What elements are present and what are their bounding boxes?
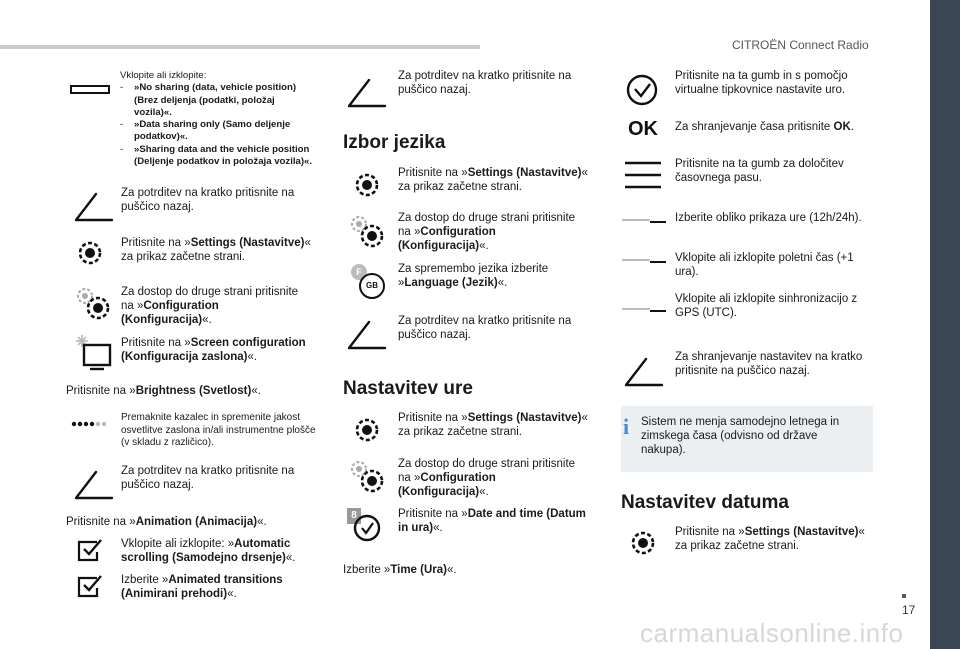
settings-gear-icon[interactable] (75, 238, 105, 268)
confirm-check-icon[interactable] (625, 73, 661, 107)
format-text: Izberite obliko prikaza ure (12h/24h). (675, 212, 862, 224)
back-text-col2-1: Za potrditev na kratko pritisnite na puščico nazaj. (398, 70, 572, 96)
back-arrow-icon[interactable] (345, 318, 387, 352)
back-arrow-icon[interactable] (72, 190, 114, 224)
back-text-1: Za potrditev na kratko pritisnite na puščico nazaj. (121, 187, 295, 213)
back-arrow-icon[interactable] (622, 355, 664, 389)
back-text-col2-2: Za potrditev na kratko pritisnite na puščico nazaj. (398, 315, 572, 341)
toggle-switch-icon[interactable] (622, 306, 666, 316)
header-brand: CITROËN Connect Radio (732, 38, 869, 52)
brightness-text: Pritisnite na »Brightness (Svetlost)«. (66, 385, 261, 397)
toggle-option-3: »Sharing data and the vehicle position (Deljenje podatkov in položaja vozila)«. (134, 143, 313, 168)
summer-time-text: Vklopite ali izklopite poletni čas (+1 ura). (675, 252, 854, 278)
screen-config-icon[interactable] (70, 333, 114, 373)
gps-sync-text: Vklopite ali izklopite sinhronizacijo z GPS (UTC). (675, 293, 858, 319)
settings-gear-icon[interactable] (352, 415, 382, 445)
settings-gear-icon[interactable] (352, 170, 382, 200)
back-arrow-icon[interactable] (345, 76, 387, 110)
toggle-switch-icon[interactable] (622, 217, 666, 227)
info-text: Sistem ne menja samodejno letnega in zimskega časa (odvisno od države nakupa). (641, 416, 840, 456)
header-rule (0, 45, 480, 49)
checkbox-icon[interactable] (77, 574, 103, 598)
autoscroll-text: Vklopite ali izklopite: »Automatic scrolling (Samodejno drsenje)«. (121, 538, 296, 564)
slider-text: Premaknite kazalec in spremenite jakost osvetlitve zaslona in/ali instrumentne plošče (v skladu z različico). (121, 412, 316, 448)
configuration-icon[interactable] (346, 457, 386, 495)
bullet: - (120, 143, 124, 155)
keyboard-text: Pritisnite na ta gumb in s pomočjo virtualne tipkovnice nastavite uro. (675, 70, 848, 96)
ok-icon[interactable]: OK (628, 118, 658, 140)
language-gb-badge: GB (359, 273, 385, 299)
settings-gear-icon[interactable] (628, 528, 658, 558)
configuration-icon[interactable] (346, 212, 386, 250)
end-mark (902, 594, 906, 598)
screen-config-text: Pritisnite na »Screen configuration (Konfiguracija zaslona)«. (121, 337, 306, 363)
side-tab (930, 0, 960, 649)
settings-text-col2: Pritisnite na »Settings (Nastavitve)« za prikaz začetne strani. (398, 167, 588, 193)
config-text-col2-2: Za dostop do druge strani pritisnite na »Configuration (Konfiguracija)«. (398, 458, 576, 498)
list-menu-icon[interactable] (623, 159, 663, 191)
animation-text: Pritisnite na »Animation (Animacija)«. (66, 516, 267, 528)
heading-date: Nastavitev datuma (621, 492, 789, 513)
animated-transitions-text: Izberite »Animated transitions (Animirani prehodi)«. (121, 574, 283, 600)
info-icon: i (623, 414, 630, 439)
save-settings-text: Za shranjevanje nastavitev na kratko pritisnite na puščico nazaj. (675, 351, 863, 377)
toggle-option-1: »No sharing (data, vehicle position) (Brez deljenja (podatki, položaj vozila)«. (134, 82, 297, 118)
configuration-icon[interactable] (72, 284, 112, 322)
heading-language: Izbor jezika (343, 132, 446, 153)
back-arrow-icon[interactable] (72, 468, 114, 502)
ok-text: Za shranjevanje časa pritisnite OK. (675, 121, 854, 133)
language-f-badge: F (351, 264, 367, 280)
watermark: carmanualsonline.info (640, 618, 904, 648)
language-text: Za spremembo jezika izberite »Language (Jezik)«. (398, 263, 549, 289)
back-text-2: Za potrditev na kratko pritisnite na puščico nazaj. (121, 465, 295, 491)
settings-text-col3: Pritisnite na »Settings (Nastavitve)« za prikaz začetne strani. (675, 526, 865, 552)
checkbox-icon[interactable] (77, 538, 103, 562)
toggle-switch-icon[interactable] (622, 257, 666, 267)
settings-text-col2-2: Pritisnite na »Settings (Nastavitve)« za prikaz začetne strani. (398, 412, 588, 438)
time-text: Izberite »Time (Ura)«. (343, 564, 457, 576)
heading-time: Nastavitev ure (343, 378, 473, 399)
brightness-slider-icon[interactable] (70, 418, 110, 430)
config-text-1: Za dostop do druge strani pritisnite na »Configuration (Konfiguracija)«. (121, 286, 299, 326)
toggle-option-2: »Data sharing only (Samo deljenje podatkov)«. (134, 119, 291, 143)
config-text-col2: Za dostop do druge strani pritisnite na »Configuration (Konfiguracija)«. (398, 212, 576, 252)
toggle-intro: Vklopite ali izklopite: (120, 70, 207, 81)
bullet: - (120, 119, 124, 131)
datetime-text: Pritisnite na »Date and time (Datum in ura)«. (398, 508, 586, 534)
clock-badge-number: 8 (347, 508, 361, 524)
page-number: 17 (902, 603, 916, 617)
timezone-text: Pritisnite na ta gumb za določitev časovnega pasu. (675, 158, 844, 184)
bullet: - (120, 82, 124, 94)
info-box (621, 406, 873, 472)
settings-text-1: Pritisnite na »Settings (Nastavitve)« za prikaz začetne strani. (121, 237, 311, 263)
toggle-bar-icon (70, 84, 110, 96)
